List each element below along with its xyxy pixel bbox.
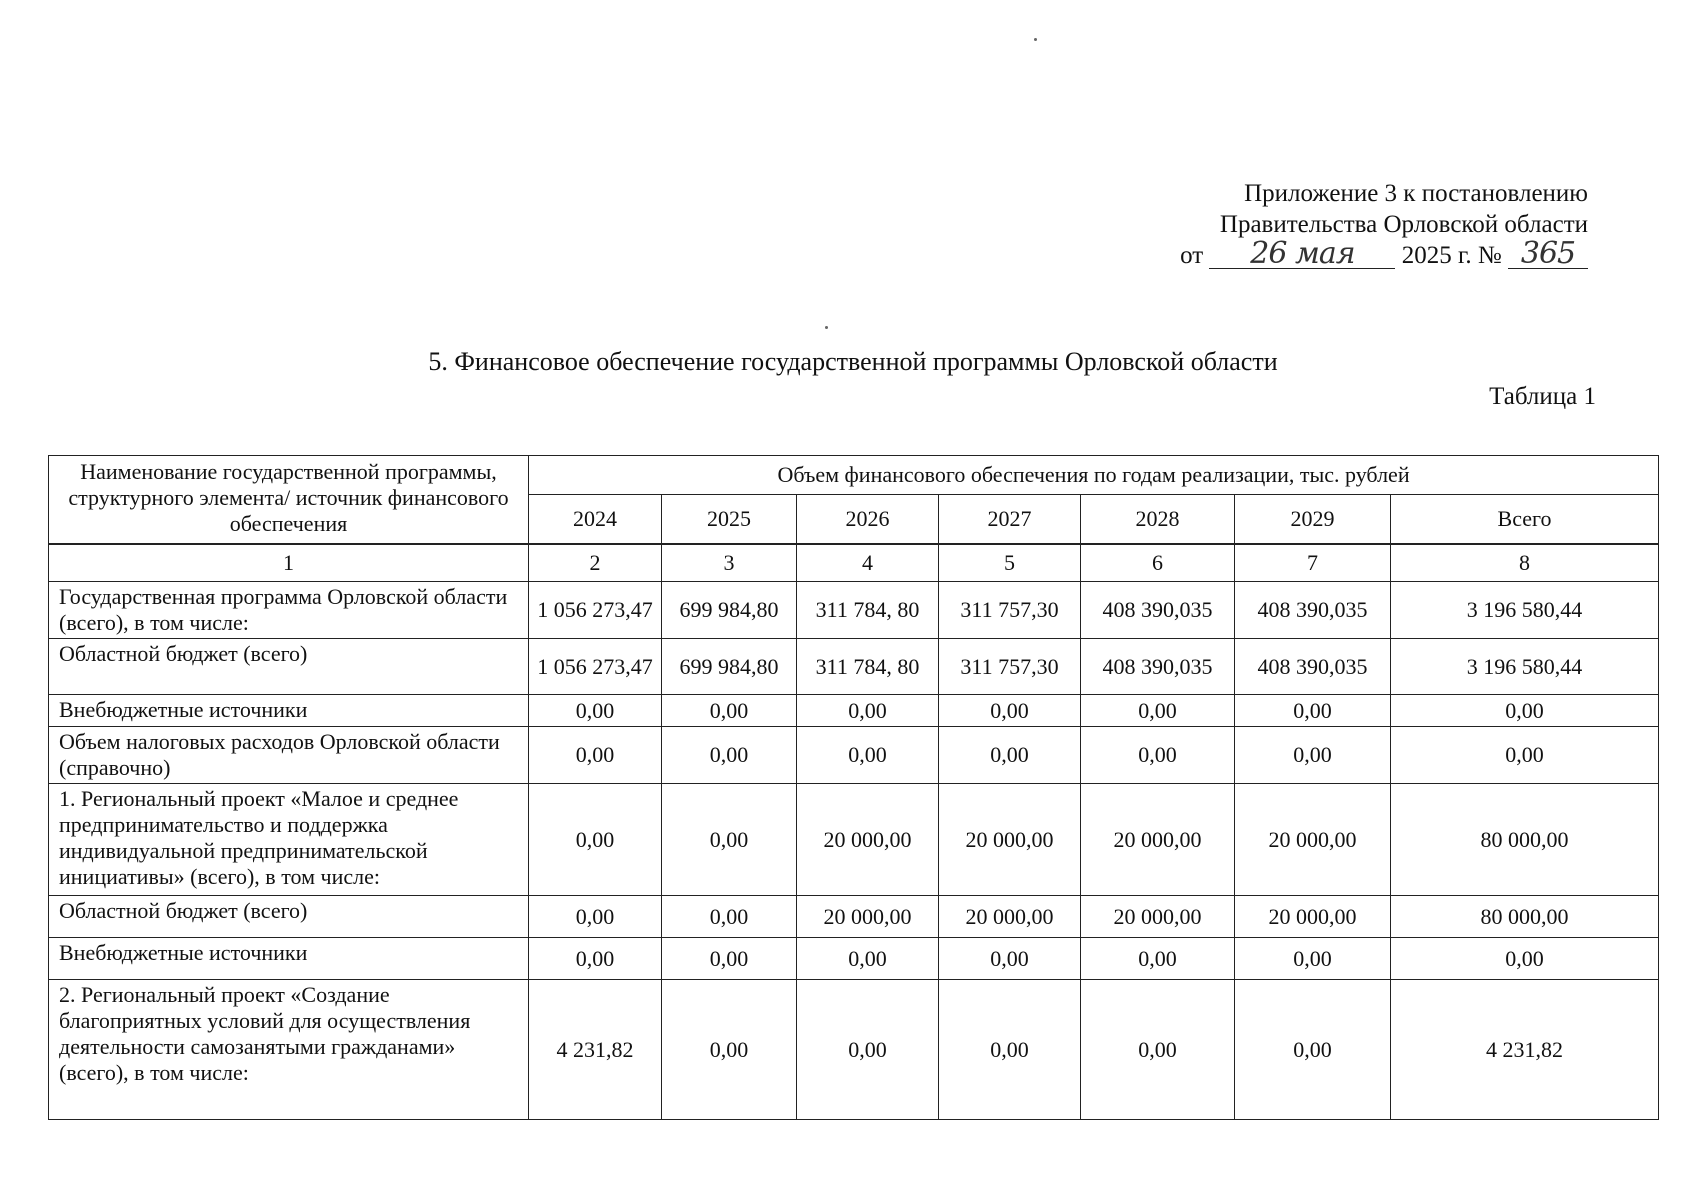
value-cell: 0,00	[529, 896, 662, 938]
value-cell: 408 390,035	[1081, 582, 1235, 639]
value-cell: 311 784, 80	[797, 582, 939, 639]
year-header-cell: 2027	[939, 495, 1081, 545]
year-header-cell: 2029	[1235, 495, 1391, 545]
table-label: Таблица 1	[1489, 383, 1596, 410]
total-header-cell: Всего	[1391, 495, 1659, 545]
column-number-row	[49, 544, 1659, 582]
value-cell: 20 000,00	[797, 896, 939, 938]
year-header-cell: 2028	[1081, 495, 1235, 545]
value-cell: 0,00	[797, 938, 939, 980]
scan-speck	[1034, 38, 1037, 41]
scan-speck	[825, 326, 828, 329]
row-name-cell: Областной бюджет (всего)	[49, 639, 529, 695]
row-name-cell: Государственная программа Орловской области (всего), в том числе:	[49, 582, 529, 639]
table-row	[49, 784, 1659, 896]
header-volume-cell: Объем финансового обеспечения по годам реализации, тыс. рублей	[529, 456, 1659, 495]
value-cell: 0,00	[1081, 938, 1235, 980]
section-title: 5. Финансовое обеспечение государственной программы Орловской области	[428, 347, 1278, 376]
row-name-cell: 1. Региональный проект «Малое и среднее предпринимательство и поддержка индивидуальной предпринимательской инициативы» (всего), в том числе:	[49, 784, 529, 896]
total-cell: 3 196 580,44	[1391, 582, 1659, 639]
value-cell: 0,00	[939, 727, 1081, 784]
value-cell: 20 000,00	[1081, 784, 1235, 896]
value-cell: 1 056 273,47	[529, 639, 662, 695]
row-name-cell: Объем налоговых расходов Орловской области (справочно)	[49, 727, 529, 784]
value-cell: 0,00	[662, 727, 797, 784]
row-name-cell: 2. Региональный проект «Создание благоприятных условий для осуществления деятельности самозанятыми гражданами» (всего), в том числе:	[49, 980, 529, 1120]
value-cell: 311 757,30	[939, 639, 1081, 695]
appendix-date-line	[1180, 236, 1588, 271]
table-row	[49, 582, 1659, 639]
financing-table	[48, 455, 1659, 1120]
value-cell: 20 000,00	[1235, 896, 1391, 938]
table-row	[49, 980, 1659, 1120]
value-cell: 0,00	[529, 727, 662, 784]
value-cell: 0,00	[1081, 727, 1235, 784]
value-cell: 699 984,80	[662, 639, 797, 695]
value-cell: 20 000,00	[1081, 896, 1235, 938]
value-cell: 408 390,035	[1235, 582, 1391, 639]
column-number-cell: 7	[1235, 544, 1391, 582]
value-cell: 0,00	[1235, 695, 1391, 727]
year-header-cell: 2024	[529, 495, 662, 545]
value-cell: 0,00	[1081, 695, 1235, 727]
value-cell: 311 784, 80	[797, 639, 939, 695]
total-cell: 80 000,00	[1391, 784, 1659, 896]
table-row	[49, 639, 1659, 695]
value-cell: 0,00	[797, 695, 939, 727]
appendix-header	[1180, 178, 1588, 271]
value-cell: 20 000,00	[939, 784, 1081, 896]
value-cell: 0,00	[529, 784, 662, 896]
value-cell: 0,00	[797, 980, 939, 1120]
column-number-cell: 2	[529, 544, 662, 582]
value-cell: 0,00	[662, 938, 797, 980]
value-cell: 20 000,00	[797, 784, 939, 896]
total-cell: 0,00	[1391, 727, 1659, 784]
value-cell: 0,00	[1235, 938, 1391, 980]
column-number-cell: 5	[939, 544, 1081, 582]
value-cell: 0,00	[939, 938, 1081, 980]
value-cell: 408 390,035	[1235, 639, 1391, 695]
value-cell: 0,00	[1081, 980, 1235, 1120]
handwritten-number: 365	[1508, 240, 1588, 269]
value-cell: 0,00	[662, 784, 797, 896]
appendix-line-1: Приложение 3 к постановлению	[1244, 180, 1588, 207]
value-cell: 0,00	[529, 938, 662, 980]
column-number-cell: 8	[1391, 544, 1659, 582]
value-cell: 699 984,80	[662, 582, 797, 639]
value-cell: 20 000,00	[939, 896, 1081, 938]
total-cell: 0,00	[1391, 695, 1659, 727]
table-row	[49, 896, 1659, 938]
column-number-cell: 6	[1081, 544, 1235, 582]
value-cell: 408 390,035	[1081, 639, 1235, 695]
column-number-cell: 3	[662, 544, 797, 582]
header-name-cell: Наименование государственной программы, структурного элемента/ источник финансового обеспечения	[49, 456, 529, 545]
value-cell: 4 231,82	[529, 980, 662, 1120]
value-cell: 0,00	[797, 727, 939, 784]
column-number-cell: 4	[797, 544, 939, 582]
value-cell: 0,00	[939, 695, 1081, 727]
value-cell: 311 757,30	[939, 582, 1081, 639]
table-row	[49, 938, 1659, 980]
total-cell: 4 231,82	[1391, 980, 1659, 1120]
value-cell: 0,00	[662, 695, 797, 727]
total-cell: 80 000,00	[1391, 896, 1659, 938]
value-cell: 0,00	[529, 695, 662, 727]
value-cell: 0,00	[662, 896, 797, 938]
handwritten-date: 26 мая	[1209, 240, 1395, 269]
value-cell: 1 056 273,47	[529, 582, 662, 639]
column-number-cell: 1	[49, 544, 529, 582]
value-cell: 0,00	[662, 980, 797, 1120]
total-cell: 0,00	[1391, 938, 1659, 980]
appendix-line-2: Правительства Орловской области	[1219, 211, 1588, 238]
value-cell: 0,00	[939, 980, 1081, 1120]
table-row	[49, 695, 1659, 727]
table-row	[49, 727, 1659, 784]
total-cell: 3 196 580,44	[1391, 639, 1659, 695]
value-cell: 0,00	[1235, 980, 1391, 1120]
row-name-cell: Областной бюджет (всего)	[49, 896, 529, 938]
year-header-cell: 2025	[662, 495, 797, 545]
year-header-cell: 2026	[797, 495, 939, 545]
row-name-cell: Внебюджетные источники	[49, 938, 529, 980]
value-cell: 0,00	[1235, 727, 1391, 784]
date-prefix: от	[1180, 242, 1204, 269]
value-cell: 20 000,00	[1235, 784, 1391, 896]
row-name-cell: Внебюджетные источники	[49, 695, 529, 727]
year-text: 2025 г. №	[1401, 242, 1502, 269]
